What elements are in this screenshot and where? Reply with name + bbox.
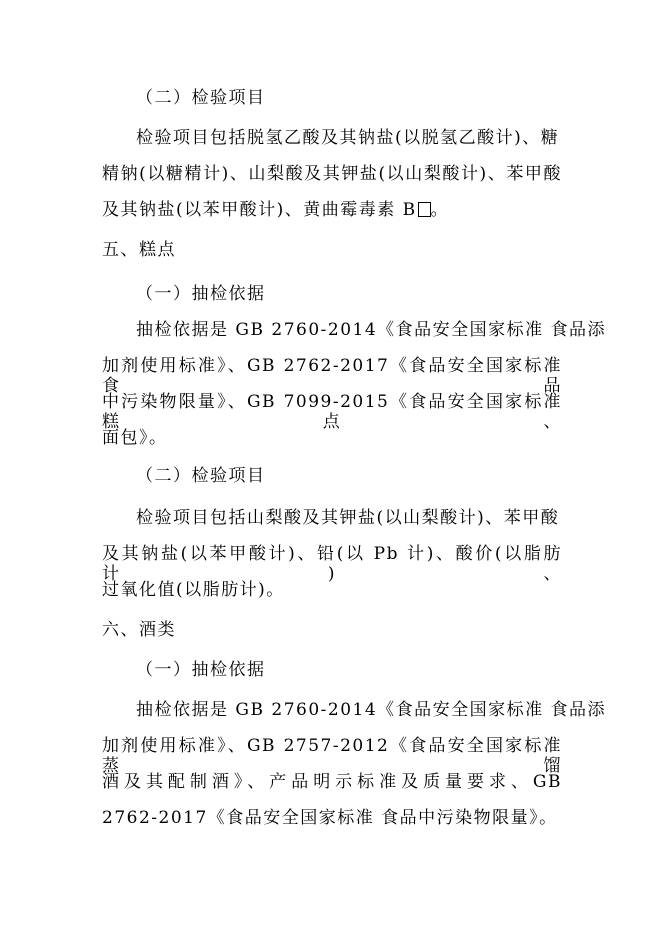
paragraph-line: 面包》。 — [102, 428, 168, 448]
subsection-heading-inspection-items: （二）检验项目 — [136, 466, 266, 486]
paragraph-line: 检验项目包括脱氢乙酸及其钠盐(以脱氢乙酸计)、糖 — [136, 128, 560, 148]
paragraph-line: 检验项目包括山梨酸及其钾盐(以山梨酸计)、苯甲酸 — [136, 508, 560, 528]
paragraph-line — [102, 200, 449, 220]
section-title: 五、糕点 — [102, 240, 176, 260]
section-title: 六、酒类 — [102, 620, 176, 640]
paragraph-line: 加剂使用标准》、GB 2762-2017《食品安全国家标准 食品 — [102, 356, 562, 396]
paragraph-text: 及其钠盐(以苯甲酸计)、黄曲霉毒素 B — [102, 200, 417, 220]
subsection-heading-inspection-items: （二）检验项目 — [136, 88, 266, 108]
paragraph-text: 。 — [430, 200, 450, 220]
subsection-heading-basis: （一）抽检依据 — [136, 284, 266, 304]
paragraph-line: 抽检依据是 GB 2760-2014《食品安全国家标准 食品添 — [136, 320, 607, 340]
paragraph-line: 酒及其配制酒》、产品明示标准及质量要求、GB — [102, 772, 562, 792]
paragraph-line: 加剂使用标准》、GB 2757-2012《食品安全国家标准 蒸馏 — [102, 736, 562, 776]
subsection-heading-basis: （一）抽检依据 — [136, 660, 266, 680]
missing-glyph-box — [418, 202, 431, 217]
paragraph-line: 中污染物限量》、GB 7099-2015《食品安全国家标准 糕点、 — [102, 392, 562, 432]
paragraph-line: 2762-2017《食品安全国家标准 食品中污染物限量》。 — [102, 808, 558, 828]
paragraph-line: 过氧化值(以脂肪计)。 — [102, 580, 285, 600]
paragraph-line: 精钠(以糖精计)、山梨酸及其钾盐(以山梨酸计)、苯甲酸 — [102, 164, 562, 184]
paragraph-line: 抽检依据是 GB 2760-2014《食品安全国家标准 食品添 — [136, 700, 607, 720]
paragraph-line: 及其钠盐(以苯甲酸计)、铅(以 Pb 计)、酸价(以脂肪计)、 — [102, 544, 562, 584]
